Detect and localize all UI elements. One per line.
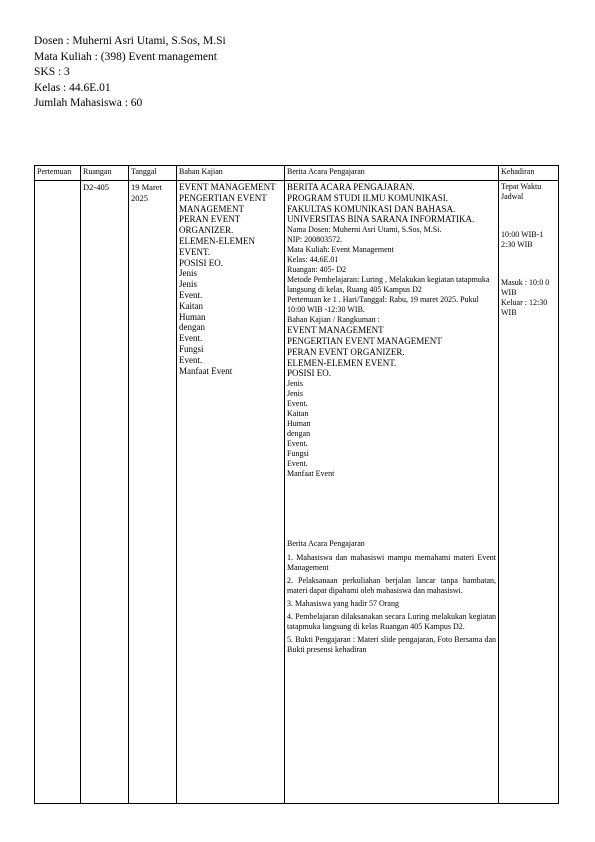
attendance-table bbox=[34, 165, 559, 804]
list-item: 5. Bukti Pengajaran : Materi slide pengajaran, Foto Bersama dan Bukti presensi kehadiran bbox=[287, 635, 496, 655]
list-item: Event. bbox=[287, 439, 308, 449]
list-item: Jenis bbox=[179, 268, 197, 279]
cell-pertemuan bbox=[35, 181, 81, 804]
list-item: 1. Mahasiswa dan mahasiswi mampu memahami materi Event Management bbox=[287, 553, 496, 573]
list-item: PERAN EVENT ORGANIZER. bbox=[179, 214, 241, 236]
list-item: Event. bbox=[287, 399, 308, 409]
col-header-pertemuan: Pertemuan bbox=[35, 166, 81, 181]
list-item: 4. Pembelajaran dilaksanakan secara Luring melakukan kegiatan tatapmuka langsung di kelas Ruangan 405 Kampus D2. bbox=[287, 612, 496, 632]
list-item: Human bbox=[179, 311, 206, 322]
cell-tanggal: 19 Maret 2025 bbox=[129, 181, 177, 804]
list-item: Fungsi bbox=[179, 343, 204, 354]
list-item: Metode Pembelajaran: Luring , Melakukan kegiatan tatapmuka langsung di kelas, Ruang 405 Kampus D2 bbox=[287, 275, 490, 295]
col-header-ruangan: Ruangan bbox=[81, 166, 129, 181]
berita-acara-items bbox=[287, 553, 496, 655]
sks-line: SKS : 3 bbox=[34, 66, 70, 78]
list-item: Ruangan: 405- D2 bbox=[287, 265, 347, 275]
list-item: POSISI EO. bbox=[287, 368, 332, 379]
list-item: Human bbox=[287, 419, 311, 429]
kelas-line: Kelas : 44.6E.01 bbox=[34, 81, 111, 94]
berita-heading bbox=[287, 182, 496, 225]
berita-detail bbox=[287, 225, 496, 325]
list-item: Mata Kuliah: Event Management bbox=[287, 245, 394, 255]
list-item: PERAN EVENT ORGANIZER. bbox=[287, 346, 405, 357]
berita-rangkuman-items bbox=[287, 379, 496, 479]
list-item: PROGRAM STUDI ILMU KOMUNIKASI. bbox=[287, 192, 449, 203]
cell-ruangan: D2-405 bbox=[81, 181, 129, 804]
cell-kehadiran bbox=[499, 181, 559, 804]
list-item: Bahan Kajian / Rangkuman : bbox=[287, 315, 380, 325]
list-item: POSISI EO. bbox=[179, 257, 224, 268]
mata-kuliah-line: Mata Kuliah : (398) Event management bbox=[34, 50, 217, 63]
list-item: 2. Pelaksanaan perkuliahan berjalan lancar tanpa hambatan, materi dapat dipahami oleh mahasiswa dan mahasiswi. bbox=[287, 576, 496, 596]
list-item: dengan bbox=[287, 429, 311, 439]
list-item: Kaitan bbox=[179, 300, 203, 311]
bahan-kajian-list bbox=[179, 182, 282, 376]
jumlah-mahasiswa-line: Jumlah Mahasiswa : 60 bbox=[34, 97, 143, 109]
berita-acara-title: Berita Acara Pengajaran bbox=[287, 539, 365, 549]
list-item: BERITA ACARA PENGAJARAN. bbox=[287, 182, 415, 192]
list-item: NIP: 200803572. bbox=[287, 235, 343, 245]
list-item: Kaitan bbox=[287, 409, 309, 419]
list-item: Kelas: 44.6E.01 bbox=[287, 255, 339, 265]
table-row bbox=[35, 181, 559, 804]
list-item: 3. Mahasiswa yang hadir 57 Orang bbox=[287, 599, 399, 609]
berita-rangkuman bbox=[287, 325, 496, 379]
list-item: Event. bbox=[179, 333, 203, 344]
list-item: UNIVERSITAS BINA SARANA INFORMATIKA. bbox=[287, 214, 475, 225]
list-item: Manfaat Event bbox=[287, 469, 335, 479]
cell-berita-acara bbox=[285, 181, 499, 804]
list-item: ELEMEN-ELEMEN EVENT. bbox=[287, 357, 397, 368]
document-header bbox=[34, 34, 226, 112]
col-header-bahan-kajian: Bahan Kajian bbox=[177, 166, 285, 181]
kehadiran-keluar: Keluar : 12:30 WIB bbox=[501, 298, 548, 317]
list-item: dengan bbox=[179, 322, 205, 333]
list-item: PENGERTIAN EVENT MANAGEMENT bbox=[179, 192, 267, 214]
list-item: EVENT MANAGEMENT bbox=[179, 182, 276, 192]
list-item: Jenis bbox=[179, 279, 197, 290]
list-item: Event. bbox=[179, 354, 203, 365]
list-item: Nama Dosen: Muherni Asri Utami, S.Sos, M.Si. bbox=[287, 225, 442, 235]
list-item: Jenis bbox=[287, 379, 303, 389]
list-item: Manfaat Event bbox=[179, 365, 233, 376]
table-header-row bbox=[35, 166, 559, 181]
col-header-kehadiran: Kehadiran bbox=[499, 166, 559, 181]
list-item: ELEMEN-ELEMEN EVENT. bbox=[179, 235, 255, 257]
list-item: Pertemuan ke 1 . Hari/Tanggal: Rabu, 19 maret 2025. Pukul 10:00 WIB -12:30 WIB. bbox=[287, 295, 479, 315]
list-item: Event. bbox=[287, 459, 308, 469]
list-item: EVENT MANAGEMENT bbox=[287, 325, 384, 336]
kehadiran-status: Tepat Waktu Jadwal bbox=[501, 182, 542, 201]
kehadiran-masuk: Masuk : 10:0 0 WIB bbox=[501, 278, 550, 297]
list-item: Fungsi bbox=[287, 449, 309, 459]
list-item: Jenis bbox=[287, 389, 303, 399]
list-item: Event. bbox=[179, 289, 203, 300]
cell-bahan-kajian bbox=[177, 181, 285, 804]
kehadiran-waktu: 10:00 WIB-1 2:30 WIB bbox=[501, 230, 544, 249]
col-header-berita-acara: Berita Acara Pengajaran bbox=[285, 166, 499, 181]
list-item: FAKULTAS KOMUNIKASI DAN BAHASA. bbox=[287, 203, 456, 214]
list-item: PENGERTIAN EVENT MANAGEMENT bbox=[287, 335, 442, 346]
dosen-line: Dosen : Muherni Asri Utami, S.Sos, M.Si bbox=[34, 35, 226, 47]
col-header-tanggal: Tanggal bbox=[129, 166, 177, 181]
